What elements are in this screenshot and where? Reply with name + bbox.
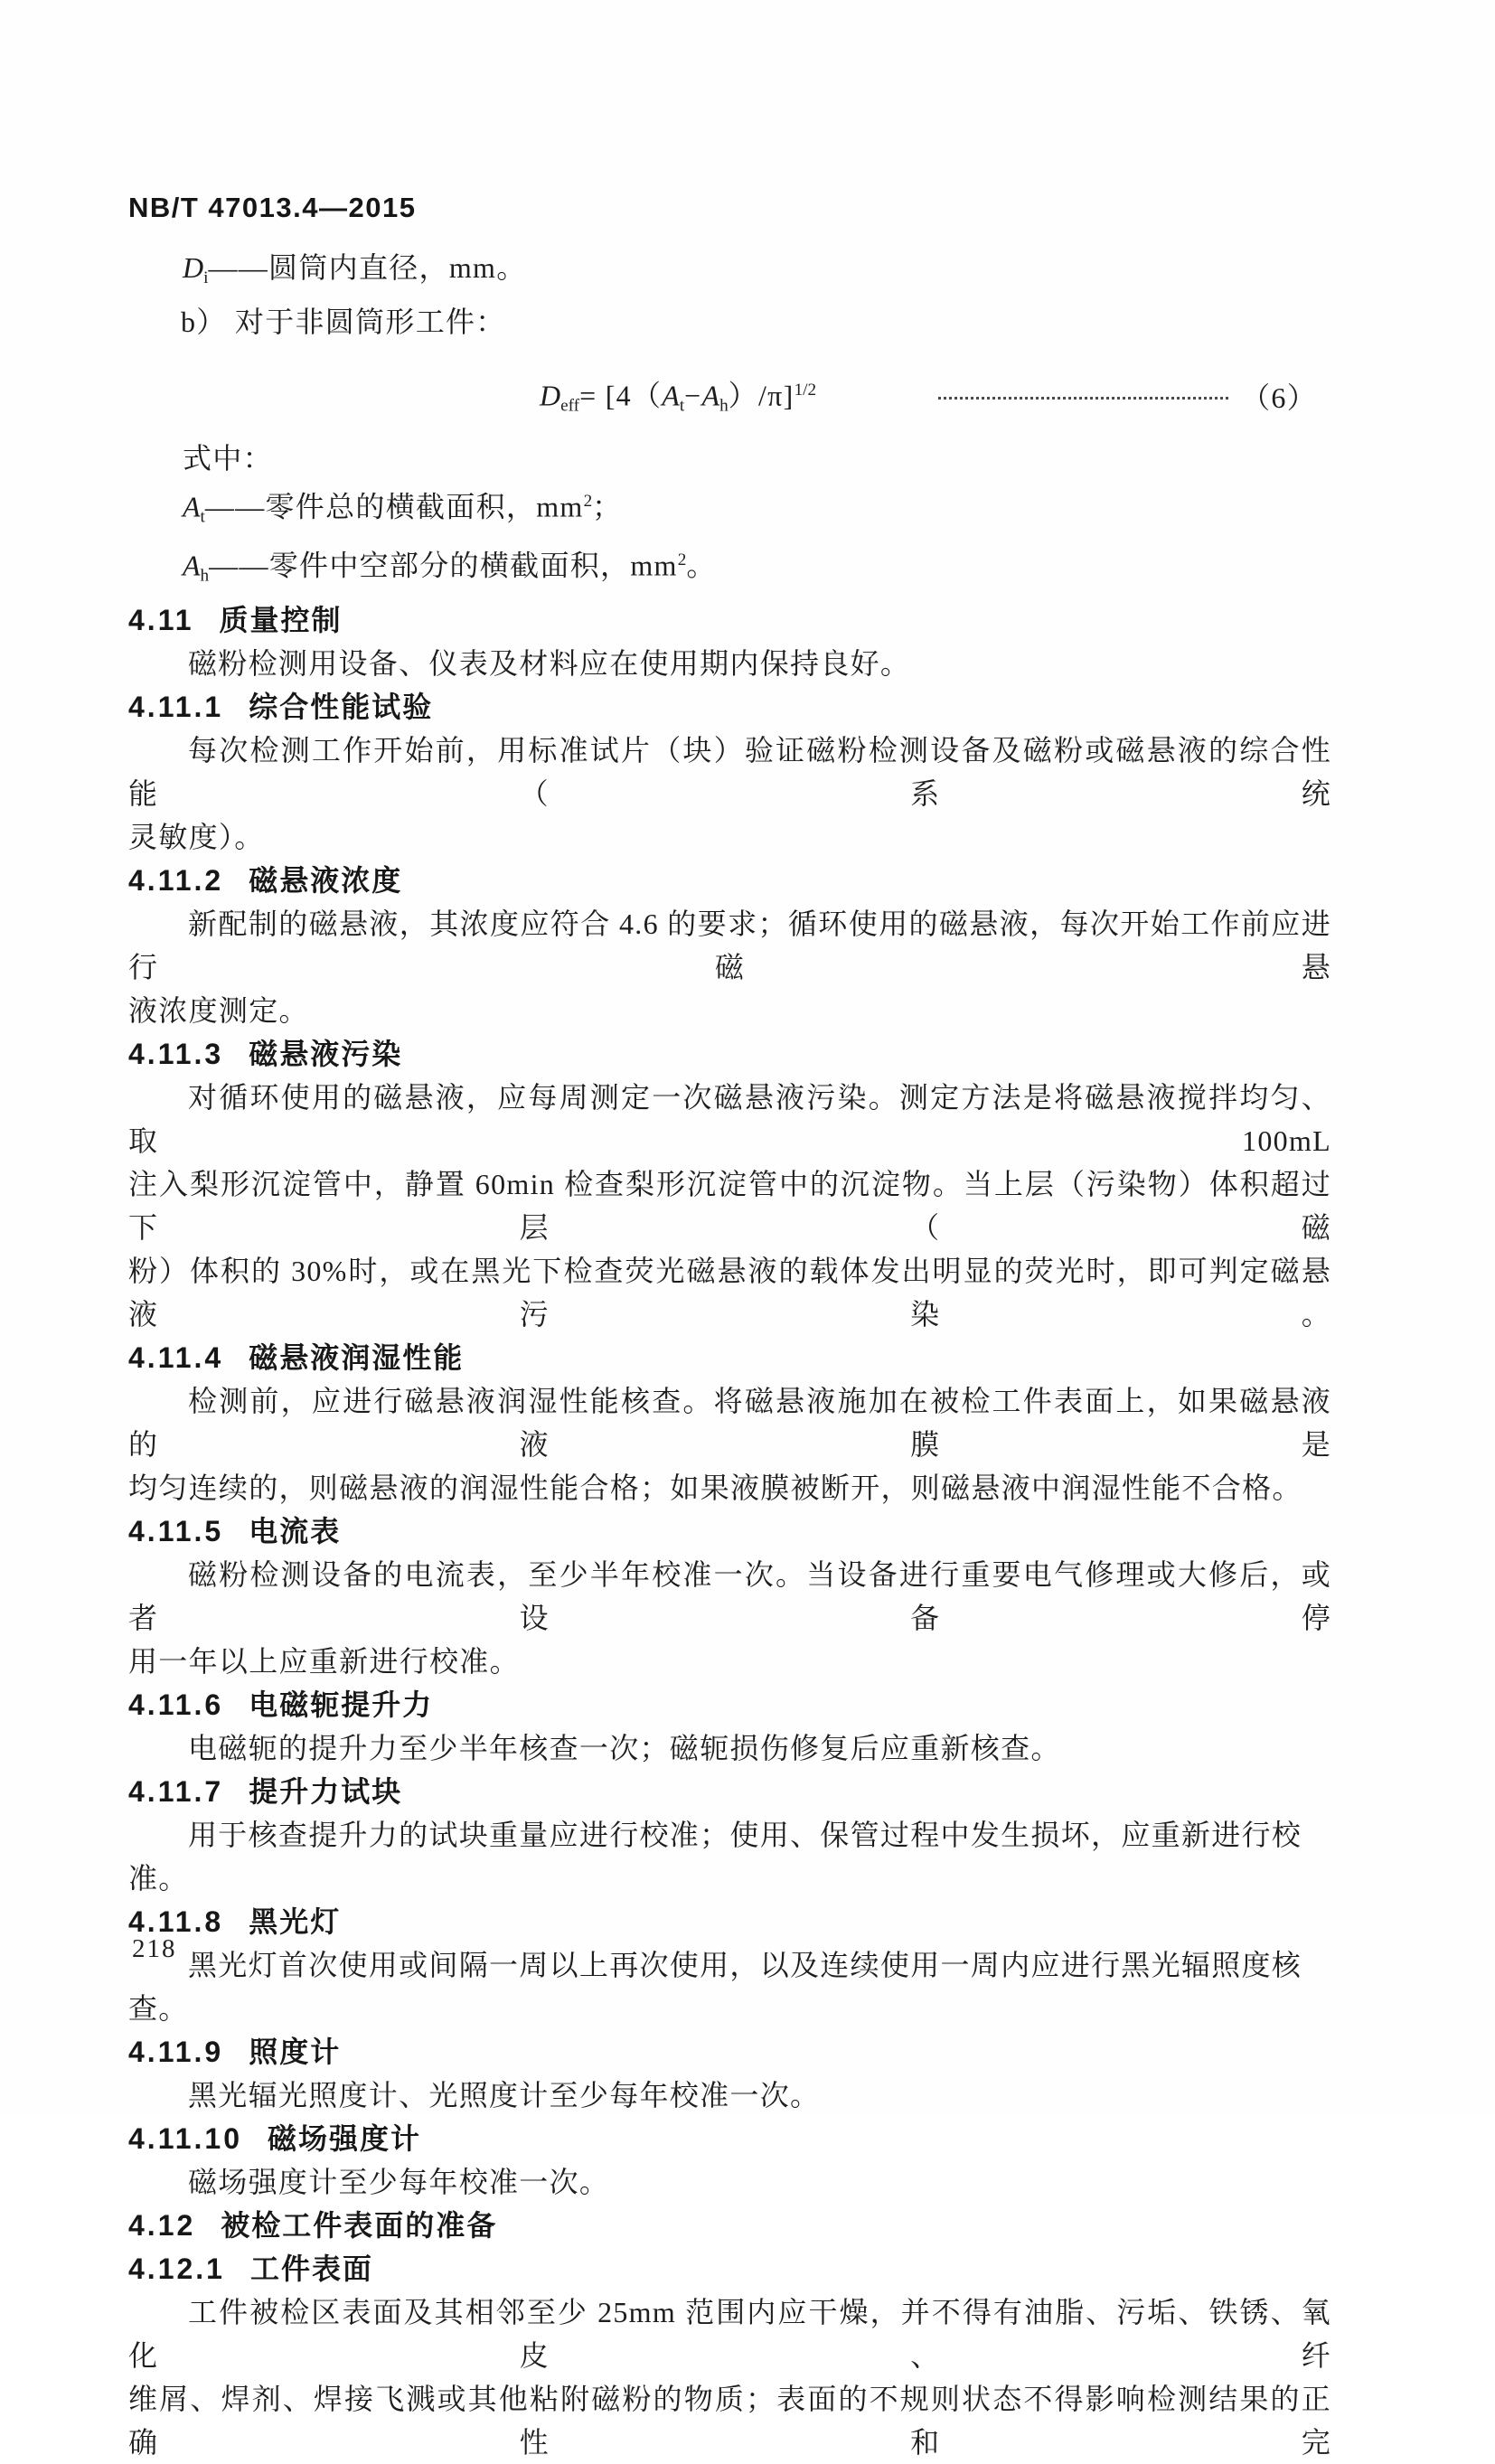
heading-title: 磁悬液润湿性能 — [249, 1340, 465, 1374]
equation — [128, 369, 1331, 428]
paragraph-line: 均匀连续的，则磁悬液的润湿性能合格；如果液膜被断开，则磁悬液中润湿性能不合格。 — [128, 1471, 1302, 1504]
heading-title: 照度计 — [249, 2035, 342, 2068]
heading-number: 4.11.6 — [128, 1688, 224, 1721]
paragraph-line: 液浓度测定。 — [128, 993, 309, 1027]
paragraph-line: 磁粉检测设备的电流表，至少半年校准一次。当设备进行重要电气修理或大修后，或者设备停 — [128, 1557, 1331, 1634]
definition-line: $A_t——$零件总的横截面积，$mm^2$； — [183, 490, 623, 527]
paragraph-line: 磁粉检测用设备、仪表及材料应在使用期内保持良好。 — [188, 646, 911, 680]
heading-number: 4.11 — [128, 603, 194, 636]
equation-expression: $D_{eff}= [4(A_t-A_h)/\pi]^{1/2}$ — [540, 379, 817, 416]
superscript: 2 — [583, 492, 593, 512]
paragraph-line: 黑光灯首次使用或间隔一周以上再次使用，以及连续使用一周内应进行黑光辐照度核查。 — [128, 1948, 1302, 2025]
section-heading — [128, 2117, 1331, 2160]
heading-number: 4.11.10 — [128, 2121, 242, 2155]
heading-number: 4.12 — [128, 2208, 196, 2242]
subscript: eff — [560, 396, 580, 416]
paragraph-line: 新配制的磁悬液，其浓度应符合 4.6 的要求；循环使用的磁悬液，每次开始工作前应进行磁悬 — [128, 907, 1331, 983]
heading-number: 4.11.1 — [128, 690, 224, 723]
math-variable: A — [183, 549, 201, 582]
paragraph-line: 灵敏度）。 — [128, 820, 265, 853]
section-heading — [128, 2030, 1331, 2074]
heading-number: 4.11.7 — [128, 1774, 224, 1808]
heading-title: 电磁轭提升力 — [249, 1688, 434, 1721]
section-heading — [128, 1509, 1331, 1553]
heading-title: 磁场强度计 — [268, 2121, 422, 2155]
superscript: 1/2 — [794, 380, 817, 400]
paragraph-line: 电磁轭的提升力至少半年核查一次；磁轭损伤修复后应重新核查。 — [188, 1731, 1061, 1764]
document-body — [128, 246, 1331, 2464]
section-heading — [128, 1683, 1331, 1726]
paragraph-line: 工件被检区表面及其相邻至少 25mm 范围内应干燥，并不得有油脂、污垢、铁锈、氧化皮、纤 — [128, 2295, 1331, 2372]
paragraph-line: 每次检测工作开始前，用标准试片（块）验证磁粉检测设备及磁粉或磁悬液的综合性能（系统 — [128, 733, 1331, 810]
section-heading — [128, 1900, 1331, 1943]
heading-title: 综合性能试验 — [249, 690, 434, 723]
page-header — [128, 192, 1331, 224]
section-heading — [128, 1336, 1331, 1379]
section-heading — [128, 598, 1331, 642]
section-heading — [128, 1770, 1331, 1813]
math-variable: A — [183, 490, 201, 523]
section-heading — [128, 685, 1331, 729]
paragraph-line: 用于核查提升力的试块重量应进行校准；使用、保管过程中发生损坏，应重新进行校准。 — [128, 1818, 1302, 1895]
math-variable: D — [183, 251, 204, 284]
subscript: i — [203, 268, 209, 287]
page-number: 218 — [132, 1934, 177, 1963]
heading-title: 磁悬液浓度 — [249, 863, 403, 897]
section-heading — [128, 1032, 1331, 1076]
subscript: h — [200, 566, 210, 586]
heading-title: 电流表 — [249, 1514, 342, 1547]
heading-number: 4.11.8 — [128, 1904, 224, 1938]
paragraph-line: 对循环使用的磁悬液，应每周测定一次磁悬液污染。测定方法是将磁悬液搅拌均匀、取 100mL — [128, 1080, 1331, 1157]
paragraph-line: 维屑、焊剂、焊接飞溅或其他粘附磁粉的物质；表面的不规则状态不得影响检测结果的正确性和完 — [128, 2382, 1331, 2459]
heading-title: 磁悬液污染 — [249, 1037, 403, 1070]
standard-number: NB/T 47013.4—2015 — [128, 192, 417, 223]
heading-title: 质量控制 — [219, 603, 343, 636]
math-variable: A — [662, 379, 680, 412]
paragraph-line: 注入梨形沉淀管中，静置 60min 检查梨形沉淀管中的沉淀物。当上层（污染物）体积超过下层（磁 — [128, 1167, 1331, 1244]
definition-line: $A_h——$零件中空部分的横截面积，$mm^2$。 — [183, 549, 717, 586]
math-variable: D — [540, 379, 561, 412]
dotted-leader — [938, 397, 1228, 400]
section-heading — [128, 2204, 1331, 2247]
page-footer — [132, 1934, 177, 1964]
heading-number: 4.11.2 — [128, 863, 224, 897]
paragraph-line: 式中： — [183, 442, 273, 475]
subscript: h — [719, 396, 729, 416]
equation-number: （6） — [1241, 381, 1317, 415]
paragraph-line: 检测前，应进行磁悬液润湿性能核查。将磁悬液施加在被检工件表面上，如果磁悬液的液膜是 — [128, 1384, 1331, 1461]
superscript: 2 — [677, 550, 687, 570]
heading-number: 4.11.9 — [128, 2035, 224, 2068]
paragraph-line: 粉）体积的 30%时，或在黑光下检查荧光磁悬液的载体发出明显的荧光时，即可判定磁悬液污染。 — [128, 1254, 1331, 1331]
section-heading — [128, 859, 1331, 902]
paragraph-line: b） 对于非圆筒形工件： — [181, 305, 506, 338]
heading-title: 被检工件表面的准备 — [221, 2208, 498, 2242]
heading-number: 4.11.3 — [128, 1037, 224, 1070]
heading-number: 4.11.5 — [128, 1514, 224, 1547]
definition-line: $D_i——$圆筒内直径，mm。 — [183, 251, 527, 287]
subscript: t — [200, 507, 205, 527]
paragraph-line: 黑光辐光照度计、光照度计至少每年校准一次。 — [188, 2078, 821, 2111]
subscript: t — [679, 396, 685, 416]
heading-number: 4.11.4 — [128, 1340, 224, 1374]
paragraph-line: 磁场强度计至少每年校准一次。 — [188, 2165, 610, 2198]
section-heading — [128, 2247, 1331, 2290]
heading-title: 黑光灯 — [249, 1904, 342, 1938]
paragraph-line: 用一年以上应重新进行校准。 — [128, 1644, 520, 1678]
heading-title: 工件表面 — [249, 2252, 373, 2285]
heading-number: 4.12.1 — [128, 2252, 225, 2285]
math-variable: A — [701, 379, 720, 412]
heading-title: 提升力试块 — [249, 1774, 403, 1808]
